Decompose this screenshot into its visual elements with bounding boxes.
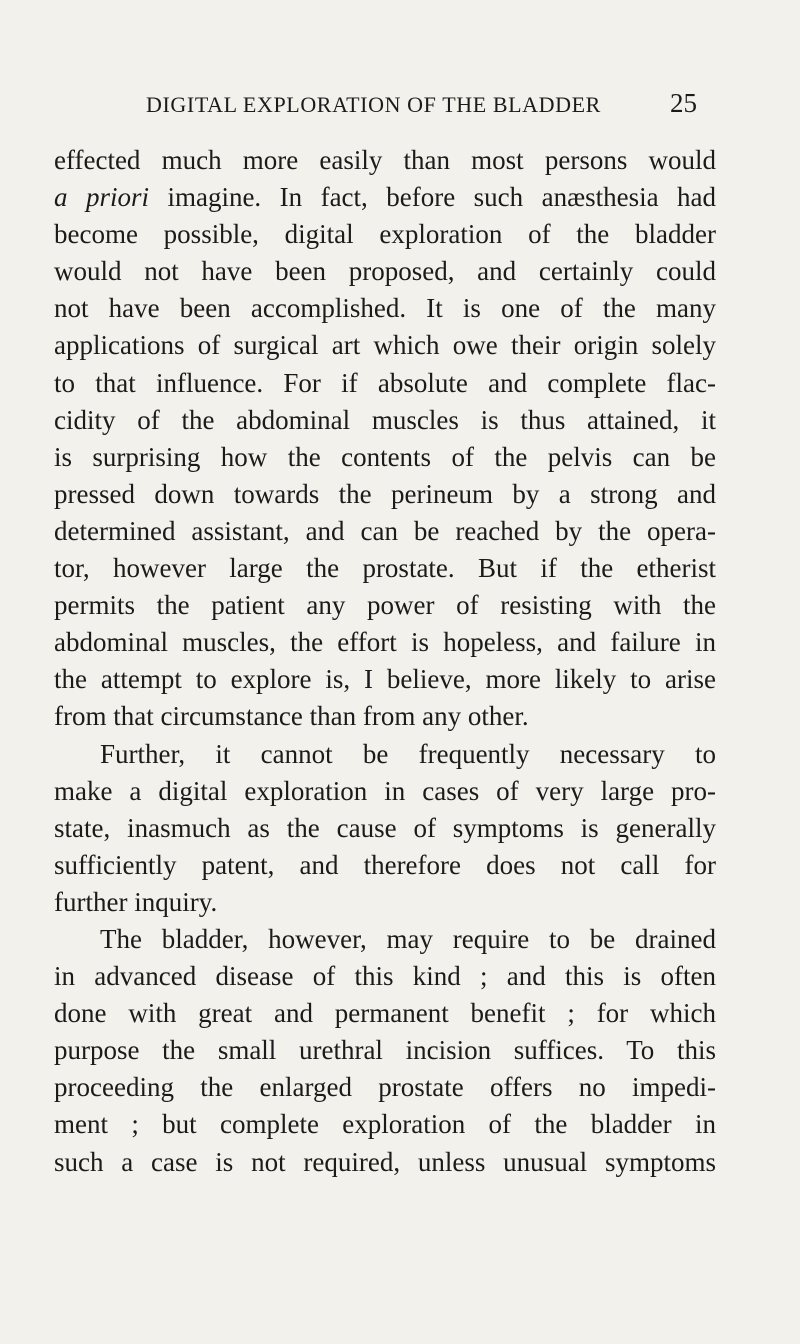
text-line-28: such a case is not required, unless unusual symptoms <box>54 1146 716 1177</box>
text-line-7: to that influence. For if absolute and complete flac- <box>54 367 716 398</box>
text-line-14: abdominal muscles, the effort is hopeless, and failure in <box>54 627 716 658</box>
text-line-6: applications of surgical art which owe their origin solely <box>54 330 716 361</box>
text-line-18: make a digital exploration in cases of very large pro- <box>54 775 716 806</box>
text-line-1: effected much more easily than most persons would <box>54 145 716 175</box>
text-line-20: sufficiently patent, and therefore does not call for <box>54 849 716 880</box>
text-line-22: The bladder, however, may require to be drained <box>100 923 716 954</box>
text-line-16: from that circumstance than from any other. <box>54 701 529 732</box>
text-line-5: not have been accomplished. It is one of the many <box>54 293 716 324</box>
text-line-2 <box>54 179 716 216</box>
body-text <box>54 142 716 1181</box>
text-line-8: cidity of the abdominal muscles is thus attained, it <box>54 404 716 435</box>
text-line-23: in advanced disease of this kind ; and this is often <box>54 961 716 992</box>
text-line-11: determined assistant, and can be reached by the opera- <box>54 515 716 546</box>
text-line-26: proceeding the enlarged prostate offers no impedi- <box>54 1072 716 1103</box>
text-line-2-remainder: imagine. In fact, before such anæsthesia had <box>167 182 717 213</box>
text-line-9: is surprising how the contents of the pelvis can be <box>54 441 716 472</box>
text-line-17: Further, it cannot be frequently necessary to <box>100 738 716 769</box>
text-line-10: pressed down towards the perineum by a strong and <box>54 478 716 509</box>
text-line-13: permits the patient any power of resisting with the <box>54 590 716 621</box>
text-line-15: the attempt to explore is, I believe, more likely to arise <box>54 664 716 695</box>
text-line-24: done with great and permanent benefit ; for which <box>54 998 716 1029</box>
text-line-12: tor, however large the prostate. But if the etherist <box>54 553 716 584</box>
text-line-3: become possible, digital exploration of the bladder <box>54 219 716 250</box>
text-line-27: ment ; but complete exploration of the bladder in <box>54 1109 716 1140</box>
text-line-25: purpose the small urethral incision suffices. To this <box>54 1035 716 1066</box>
italic-phrase: a priori <box>54 182 149 213</box>
text-line-21: further inquiry. <box>54 886 218 917</box>
page-number: 25 <box>670 88 697 118</box>
text-line-4: would not have been proposed, and certainly could <box>54 256 716 287</box>
text-line-19: state, inasmuch as the cause of symptoms is generally <box>54 812 716 843</box>
running-title: DIGITAL EXPLORATION OF THE BLADDER <box>146 92 601 117</box>
